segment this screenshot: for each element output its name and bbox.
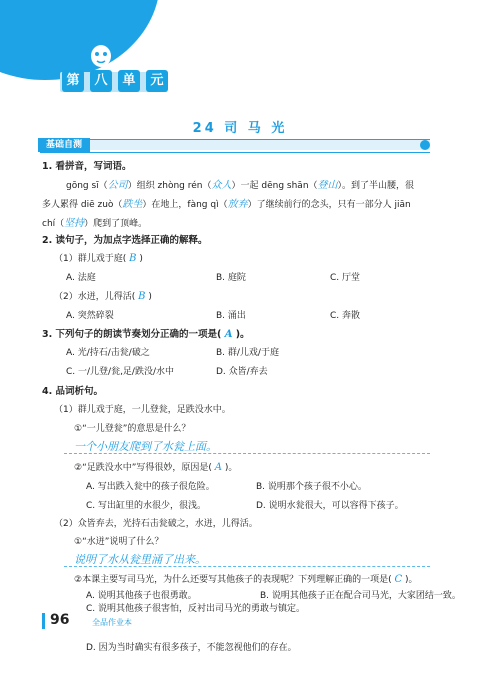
q4-sub-question: ①“一儿登瓮”的意思是什么？ bbox=[74, 424, 191, 434]
footer-accent bbox=[42, 613, 45, 629]
q4-passage-1: （1）群儿戏于庭，一儿登瓮，足跌没水中。 bbox=[54, 405, 231, 415]
unit-char: 单 bbox=[118, 70, 140, 92]
q2-answer: B bbox=[138, 291, 146, 302]
q4-answer: A bbox=[214, 462, 223, 473]
q1-answer: 放弃 bbox=[227, 199, 248, 210]
q4-sub-question: ②“足跌没水中”写得很妙，原因是( A )。 bbox=[74, 462, 238, 473]
option: C. 写出缸里的水很少，很浅。 bbox=[86, 501, 207, 511]
question-2-title: 2. 读句子，为加点字选择正确的解释。 bbox=[42, 235, 208, 246]
q4-passage-2: （2）众皆弃去，光持石击瓮破之，水迸，儿得活。 bbox=[54, 519, 258, 529]
unit-char: 第 bbox=[62, 70, 84, 92]
q2-sub2: （2）水迸，儿得活( B ) bbox=[54, 291, 152, 302]
section-dot-icon bbox=[420, 140, 430, 150]
option: B. 说明其他孩子正在配合司马光，大家团结一致。 bbox=[260, 591, 461, 601]
q2-sub1: （1）群儿戏于庭( B ) bbox=[54, 253, 143, 264]
question-4-title: 4. 品词析句。 bbox=[42, 386, 104, 397]
option: A. 写出跌入瓮中的孩子很危险。 bbox=[86, 482, 215, 492]
option: D. 说明水瓮很大，可以容得下孩子。 bbox=[256, 501, 404, 511]
option: C. 厅堂 bbox=[330, 273, 361, 283]
q2-answer: B bbox=[129, 253, 137, 264]
handwritten-answer: 说明了水从瓮里涌了出来。 bbox=[74, 553, 206, 566]
option: B. 说明那个孩子很不小心。 bbox=[256, 482, 367, 492]
answer-line bbox=[64, 566, 430, 567]
option: B. 群/儿戏/于庭 bbox=[216, 348, 279, 358]
option: C. 奔散 bbox=[330, 311, 361, 321]
footer-text: 全品作业本 bbox=[92, 618, 132, 627]
section-band-border bbox=[40, 139, 430, 153]
question-3-title: 3. 下列句子的朗读节奏划分正确的一项是( A )。 bbox=[42, 329, 250, 340]
mascot-icon bbox=[88, 40, 114, 70]
page-number: 96 bbox=[50, 612, 70, 628]
option: A. 法庭 bbox=[66, 273, 96, 283]
corner-decoration bbox=[0, 0, 160, 80]
option: A. 突然碎裂 bbox=[66, 311, 114, 321]
q4-answer: C bbox=[394, 574, 403, 585]
q1-line1: gōng sī（公司）组织 zhòng rén（众人）一起 dēng shān（登山）。到了半山腰，很 bbox=[66, 180, 415, 191]
option: D. 众皆/弃去 bbox=[216, 367, 268, 377]
unit-char: 元 bbox=[146, 70, 168, 92]
q1-answer: 公司 bbox=[107, 180, 128, 191]
option: A. 光/持石/击瓮/破之 bbox=[66, 348, 150, 358]
q1-answer: 坚持 bbox=[64, 218, 85, 229]
option: B. 庭院 bbox=[216, 273, 246, 283]
option: C. 一/儿登/瓮,足/跌没/水中 bbox=[66, 367, 174, 377]
option: A. 说明其他孩子也很勇敢。 bbox=[86, 591, 197, 601]
unit-char: 八 bbox=[90, 70, 112, 92]
q1-answer: 众人 bbox=[211, 180, 232, 191]
q1-line2: 多人累得 diē zuò（跌坐）在地上，fàng qì（放弃）了继续前行的念头，只有一部分人 jiān bbox=[42, 199, 411, 210]
q1-answer: 跌坐 bbox=[122, 199, 143, 210]
option: C. 说明其他孩子很害怕，反衬出司马光的勇敢与镇定。 bbox=[86, 604, 306, 614]
q1-line3: chí（坚持）爬到了顶峰。 bbox=[42, 218, 148, 229]
handwritten-answer: 一个小朋友爬到了水瓮上面。 bbox=[74, 440, 217, 453]
q1-answer: 登山 bbox=[317, 180, 338, 191]
q4-sub-question: ②本课主要写司马光，为什么还要写其他孩子的表现呢？下列理解正确的一项是( C )。 bbox=[74, 574, 418, 585]
question-1-title: 1. 看拼音，写词语。 bbox=[42, 161, 132, 172]
lesson-title: 24 司 马 光 bbox=[192, 121, 288, 136]
section-label: 基础自测 bbox=[38, 138, 90, 152]
option: D. 因为当时确实有很多孩子，不能忽视他们的存在。 bbox=[86, 643, 297, 653]
answer-line bbox=[64, 453, 430, 454]
option: B. 涌出 bbox=[216, 311, 246, 321]
q4-sub-question: ①“水迸”说明了什么？ bbox=[74, 537, 164, 547]
q3-answer: A bbox=[224, 329, 233, 340]
